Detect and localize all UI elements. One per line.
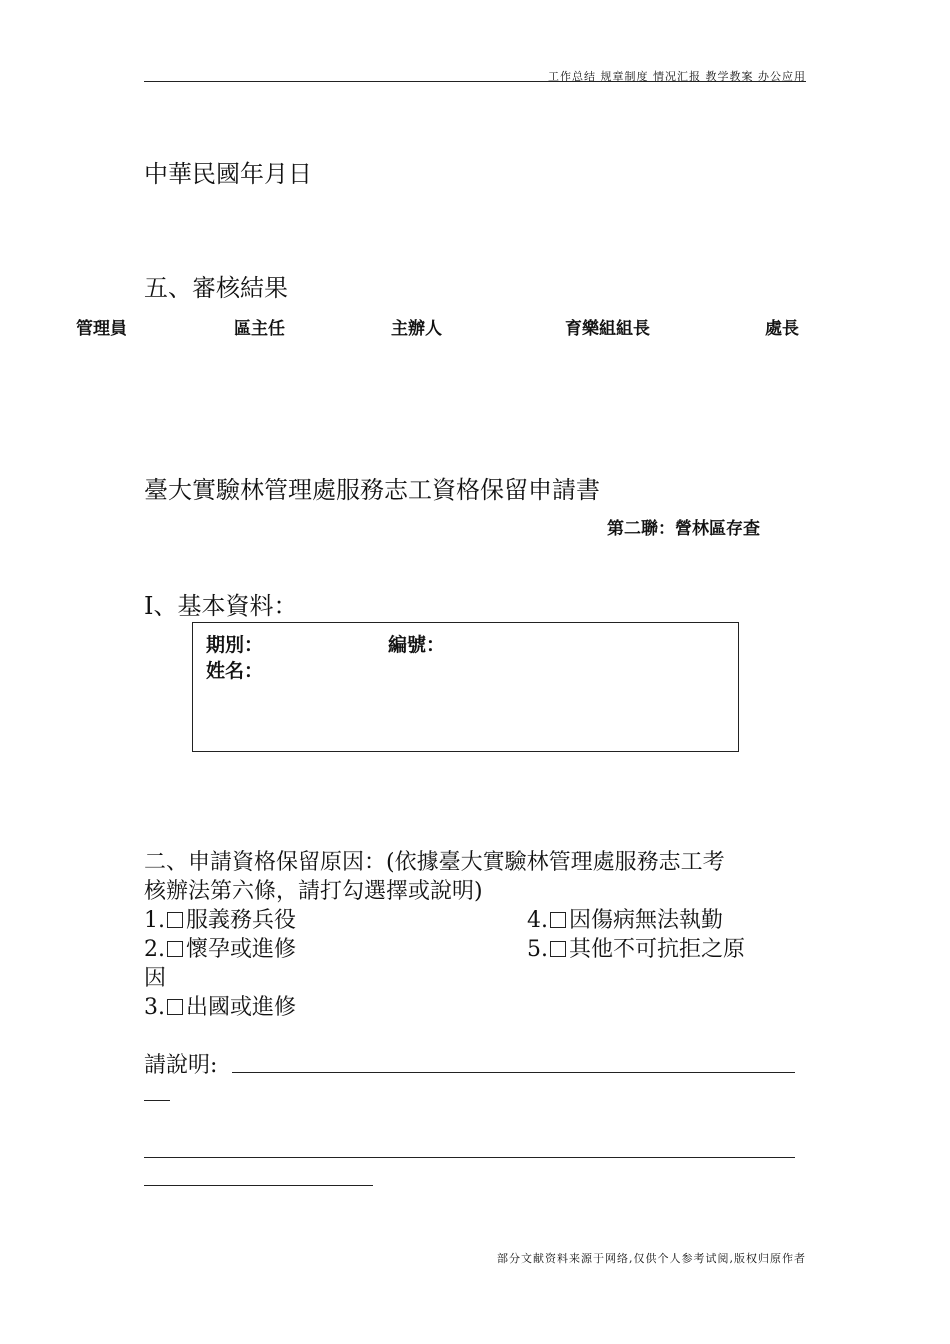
checkbox[interactable]: [167, 912, 183, 928]
option-abroad-study: 3. 出國或進修: [144, 995, 297, 1020]
checkbox[interactable]: [550, 912, 566, 928]
signatory-admin: 管理員: [76, 319, 127, 339]
name-label: 姓名：: [206, 660, 264, 682]
copy-label: 第二聯：營林區存查: [607, 519, 760, 539]
checkbox[interactable]: [167, 999, 183, 1015]
basic-info-box: [192, 622, 739, 752]
signatory-district-director: 區主任: [234, 319, 285, 339]
checkbox[interactable]: [550, 941, 566, 957]
reasons-title-line1: 二、申請資格保留原因：(依據臺大實驗林管理處服務志工考: [144, 850, 725, 875]
explain-line[interactable]: [144, 1157, 795, 1158]
option-injury: 4. 因傷病無法執勤: [527, 908, 724, 933]
checkbox[interactable]: [167, 941, 183, 957]
form-title: 臺大實驗林管理處服務志工資格保留申請書: [144, 476, 600, 504]
basic-info-title: Ⅰ、基本資料：: [144, 592, 298, 620]
signatory-recreation-leader: 育樂組組長: [565, 319, 650, 339]
period-label: 期別：: [206, 634, 264, 656]
option-other-wrap: 因: [144, 966, 167, 991]
reasons-title-line2: 核辦法第六條，請打勾選擇或說明): [144, 879, 483, 904]
review-title: 五、審核結果: [144, 274, 288, 302]
explain-line[interactable]: [232, 1072, 795, 1073]
explain-line[interactable]: [144, 1185, 373, 1186]
option-other: 5. 其他不可抗拒之原: [527, 937, 746, 962]
explain-label: 請說明:: [144, 1053, 218, 1078]
signatory-organizer: 主辦人: [391, 319, 442, 339]
date-line: 中華民國年月日: [144, 160, 312, 188]
header-categories: 工作总结 规章制度 情况汇报 教学教案 办公应用: [548, 70, 806, 83]
option-pregnancy-study: 2. 懷孕或進修: [144, 937, 297, 962]
signatory-director: 處長: [765, 319, 799, 339]
header-divider: [144, 81, 806, 82]
footer-note: 部分文献资料来源于网络,仅供个人参考试阅,版权归原作者: [497, 1252, 806, 1265]
explain-line-wrap: [144, 1100, 170, 1101]
option-military-service: 1. 服義務兵役: [144, 908, 297, 933]
number-label: 編號：: [388, 634, 446, 656]
